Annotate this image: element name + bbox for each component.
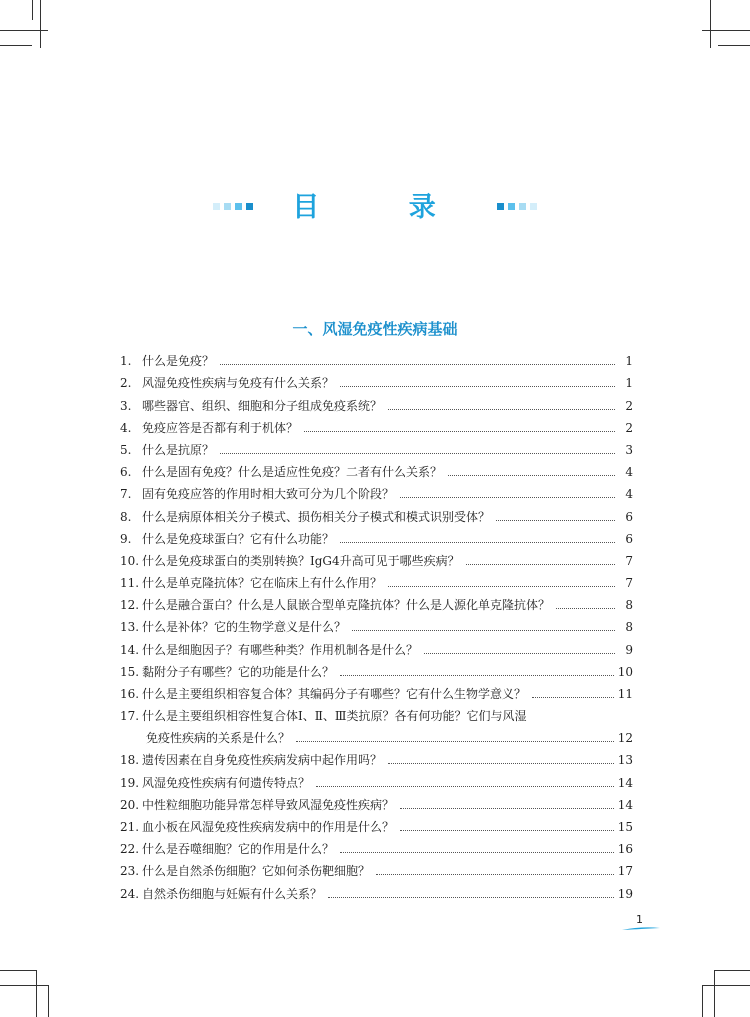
toc-entry[interactable]	[120, 572, 633, 594]
entry-number: 7.	[120, 487, 132, 502]
entry-title: 什么是补体？它的生物学意义是什么？	[142, 620, 347, 635]
entry-page: 8	[625, 620, 633, 635]
crop-mark	[718, 45, 750, 46]
leader-dots	[400, 496, 615, 498]
toc-entry[interactable]	[120, 394, 633, 416]
entry-number: 1.	[120, 354, 132, 369]
entry-number: 19.	[120, 775, 140, 790]
decorative-dots-left	[211, 195, 255, 214]
crop-mark	[714, 970, 750, 971]
leader-dots	[220, 363, 615, 365]
entry-title: 什么是病原体相关分子模式、损伤相关分子模式和模式识别受体？	[142, 509, 491, 524]
entry-title: 什么是主要组织相容复合体？其编码分子有哪些？它有什么生物学意义？	[142, 687, 527, 701]
entry-title: 什么是免疫球蛋白？它有什么功能？	[142, 531, 335, 546]
crop-mark	[36, 970, 37, 1017]
leader-dots	[388, 762, 614, 764]
leader-dots	[424, 652, 615, 654]
entry-number: 18.	[120, 753, 140, 768]
entry-title: 什么是自然杀伤细胞？它如何杀伤靶细胞？	[142, 864, 371, 879]
leader-dots	[304, 430, 615, 432]
entry-number: 20.	[120, 797, 140, 812]
page-title: 目 录	[292, 192, 476, 223]
leader-dots	[328, 896, 614, 898]
toc-entry[interactable]	[120, 505, 633, 527]
crop-mark	[702, 985, 703, 1017]
entry-title: 哪些器官、组织、细胞和分子组成免疫系统？	[142, 398, 383, 413]
crop-mark	[710, 0, 711, 48]
entry-title: 什么是免疫球蛋白的类别转换？IgG4升高可见于哪些疾病？	[142, 553, 460, 568]
entry-number: 5.	[120, 442, 132, 457]
toc-entry[interactable]	[120, 638, 633, 660]
entry-number: 23.	[120, 864, 140, 879]
entry-number: 22.	[120, 842, 140, 857]
leader-dots	[340, 385, 615, 387]
entry-page: 14	[617, 797, 633, 812]
toc-entry[interactable]	[120, 372, 633, 394]
entry-title: 什么是抗原？	[142, 442, 215, 457]
entry-number: 2.	[120, 376, 132, 391]
leader-dots	[296, 740, 614, 742]
entry-number: 15.	[120, 664, 140, 679]
toc-entry[interactable]	[120, 661, 633, 683]
crop-mark	[48, 985, 49, 1017]
toc-entry[interactable]	[120, 771, 633, 793]
entry-page: 1	[625, 354, 633, 369]
entry-title: 遗传因素在自身免疫性疾病发病中起作用吗？	[142, 753, 383, 768]
entry-page: 15	[617, 819, 633, 834]
toc-entry[interactable]	[120, 683, 633, 705]
entry-number: 24.	[120, 886, 140, 901]
toc-entry[interactable]	[120, 461, 633, 483]
entry-number: 6.	[120, 465, 132, 480]
entry-number: 14.	[120, 642, 140, 657]
entry-number: 9.	[120, 531, 132, 546]
entry-number: 17.	[120, 709, 140, 723]
toc-entry[interactable]	[120, 749, 633, 771]
entry-page: 2	[625, 398, 633, 413]
toc-entry[interactable]	[120, 550, 633, 572]
entry-title: 什么是主要组织相容性复合体Ⅰ、Ⅱ、Ⅲ类抗原？各有何功能？它们与风湿	[142, 709, 527, 723]
decorative-dots-right	[495, 195, 539, 214]
toc-entry[interactable]	[120, 705, 633, 727]
toc-entry[interactable]	[120, 350, 633, 372]
entry-title-continued: 免疫性疾病的关系是什么？	[146, 731, 291, 746]
leader-dots	[556, 607, 615, 609]
entry-page: 16	[617, 842, 633, 857]
entry-title: 免疫应答是否都有利于机体？	[142, 420, 299, 435]
entry-number: 16.	[120, 687, 140, 701]
entry-page: 19	[617, 886, 633, 901]
toc-entry[interactable]	[120, 528, 633, 550]
leader-dots	[466, 563, 615, 565]
page-number: 1	[636, 913, 643, 926]
entry-number: 11.	[120, 576, 140, 591]
entry-title: 血小板在风湿免疫性疾病发病中的作用是什么？	[142, 819, 395, 834]
entry-number: 10.	[120, 553, 140, 568]
leader-dots	[340, 674, 614, 676]
entry-number: 13.	[120, 620, 140, 635]
entry-title: 黏附分子有哪些？它的功能是什么？	[142, 664, 335, 679]
entry-number: 12.	[120, 598, 140, 613]
leader-dots	[388, 585, 615, 587]
toc-entry[interactable]	[120, 483, 633, 505]
crop-mark	[40, 0, 41, 48]
entry-page: 4	[625, 465, 633, 480]
crop-mark	[714, 970, 715, 1017]
entry-title: 固有免疫应答的作用时相大致可分为几个阶段？	[142, 487, 395, 502]
toc-entry[interactable]	[120, 794, 633, 816]
toc-entry[interactable]	[120, 860, 633, 882]
entry-number: 21.	[120, 819, 140, 834]
toc-entry[interactable]	[120, 838, 633, 860]
leader-dots	[340, 541, 615, 543]
entry-title: 自然杀伤细胞与妊娠有什么关系？	[142, 886, 323, 901]
entry-page: 6	[625, 531, 633, 546]
leader-dots	[388, 408, 615, 410]
toc-heading	[0, 185, 750, 224]
entry-page: 7	[625, 576, 633, 591]
toc-entry[interactable]	[120, 439, 633, 461]
entry-title: 什么是免疫？	[142, 354, 215, 369]
toc-list	[120, 350, 633, 905]
entry-number: 8.	[120, 509, 132, 524]
leader-dots	[220, 452, 615, 454]
entry-page: 10	[617, 664, 633, 679]
entry-page: 12	[617, 731, 633, 746]
leader-dots	[448, 474, 615, 476]
entry-page: 13	[617, 753, 633, 768]
leader-dots	[340, 851, 614, 853]
leader-dots	[376, 873, 614, 875]
entry-page: 1	[625, 376, 633, 391]
entry-page: 3	[625, 442, 633, 457]
crop-mark	[0, 970, 36, 971]
entry-title: 中性粒细胞功能异常怎样导致风湿免疫性疾病？	[142, 797, 395, 812]
crop-mark	[702, 985, 750, 986]
entry-page: 6	[625, 509, 633, 524]
entry-title: 什么是单克隆抗体？它在临床上有什么作用？	[142, 576, 383, 591]
entry-page: 4	[625, 487, 633, 502]
leader-dots	[316, 785, 614, 787]
entry-title: 风湿免疫性疾病有何遗传特点？	[142, 775, 311, 790]
toc-entry[interactable]	[120, 882, 633, 904]
entry-title: 什么是细胞因子？有哪些种类？作用机制各是什么？	[142, 642, 419, 657]
entry-title: 什么是融合蛋白？什么是人鼠嵌合型单克隆抗体？什么是人源化单克隆抗体？	[142, 598, 551, 613]
entry-page: 2	[625, 420, 633, 435]
toc-entry[interactable]	[120, 816, 633, 838]
entry-number: 3.	[120, 398, 132, 413]
leader-dots	[400, 807, 614, 809]
entry-page: 8	[625, 598, 633, 613]
toc-entry[interactable]	[120, 594, 633, 616]
entry-title: 什么是吞噬细胞？它的作用是什么？	[142, 842, 335, 857]
toc-entry[interactable]	[120, 417, 633, 439]
leader-dots	[496, 519, 615, 521]
crop-mark	[0, 45, 32, 46]
leader-dots	[400, 829, 614, 831]
crop-mark	[32, 0, 33, 20]
entry-page: 14	[617, 775, 633, 790]
section-title: 一、风湿免疫性疾病基础	[292, 320, 458, 338]
leader-dots	[352, 629, 615, 631]
entry-page: 11	[617, 687, 633, 701]
crop-mark	[0, 985, 48, 986]
entry-page: 7	[625, 553, 633, 568]
entry-page: 9	[625, 642, 633, 657]
entry-number: 4.	[120, 420, 132, 435]
toc-entry[interactable]	[120, 616, 633, 638]
swoosh-decoration	[622, 926, 660, 932]
entry-page: 17	[617, 864, 633, 879]
entry-title: 风湿免疫性疾病与免疫有什么关系？	[142, 376, 335, 391]
entry-title: 什么是固有免疫？什么是适应性免疫？二者有什么关系？	[142, 465, 443, 480]
leader-dots	[532, 696, 614, 698]
toc-entry-continuation[interactable]	[120, 727, 633, 749]
